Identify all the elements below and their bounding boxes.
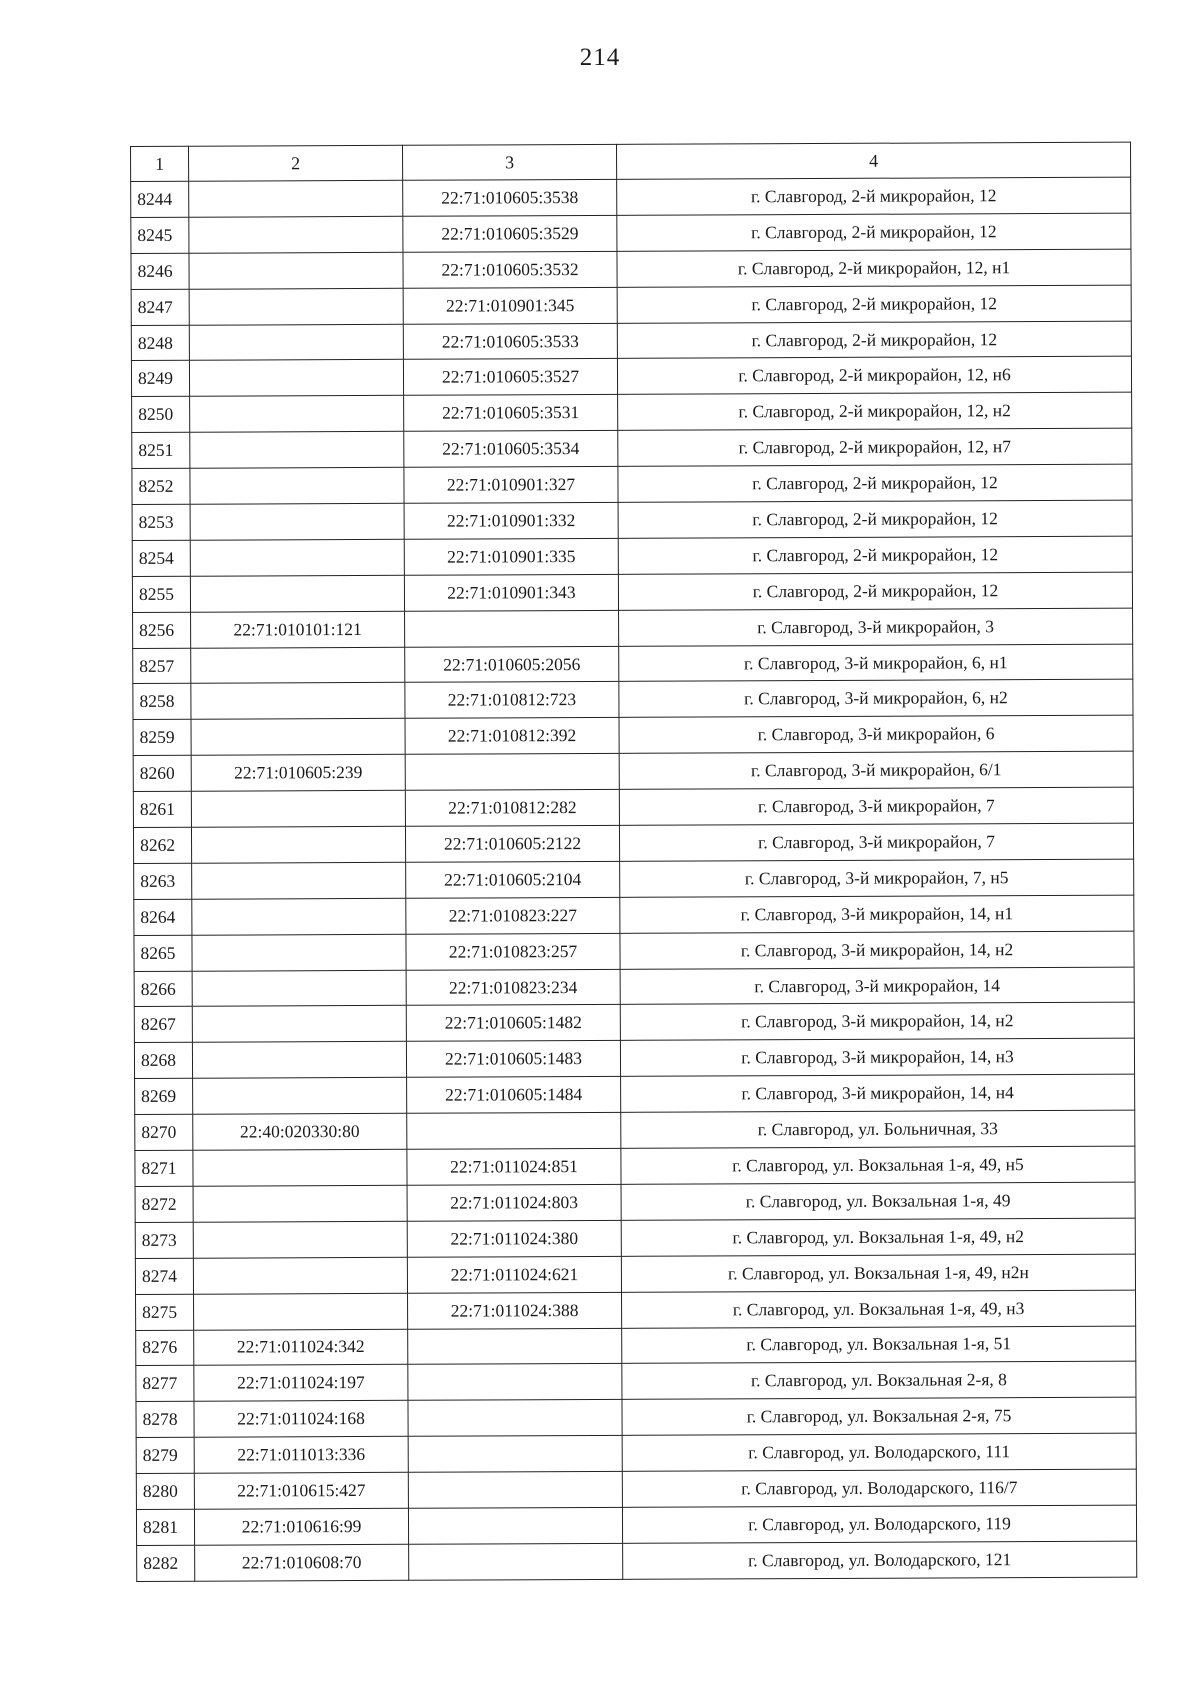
cadastral-number-col3-cell: 22:71:010823:227 bbox=[406, 897, 620, 934]
table-row bbox=[131, 249, 1131, 289]
row-number-cell: 8249 bbox=[131, 361, 189, 397]
cadastral-number-col2-cell bbox=[190, 396, 404, 433]
row-number-cell: 8260 bbox=[133, 755, 191, 791]
row-number-cell: 8250 bbox=[132, 397, 190, 433]
address-cell: г. Славгород, 3-й микрорайон, 3 bbox=[619, 608, 1133, 646]
cadastral-number-col3-cell: 22:71:010605:3529 bbox=[403, 215, 617, 252]
address-cell: г. Славгород, ул. Вокзальная 2-я, 8 bbox=[622, 1362, 1136, 1400]
cadastral-number-col3-cell: 22:71:010605:3532 bbox=[403, 251, 617, 288]
row-number-cell: 8276 bbox=[136, 1330, 194, 1366]
cadastral-number-col2-cell: 22:71:010605:239 bbox=[191, 755, 405, 792]
row-number-cell: 8245 bbox=[131, 217, 189, 253]
address-cell: г. Славгород, 3-й микрорайон, 14 bbox=[620, 967, 1134, 1005]
table-row bbox=[132, 392, 1132, 432]
row-number-cell: 8262 bbox=[133, 827, 191, 863]
row-number-cell: 8272 bbox=[135, 1186, 193, 1222]
cadastral-number-col3-cell: 22:71:010605:1482 bbox=[406, 1005, 620, 1042]
table-row bbox=[134, 1039, 1134, 1079]
table-row bbox=[135, 1110, 1135, 1150]
cadastral-number-col2-cell bbox=[190, 432, 404, 469]
cadastral-number-col2-cell: 22:71:010101:121 bbox=[191, 611, 405, 648]
cadastral-number-col3-cell: 22:71:011024:851 bbox=[407, 1148, 621, 1185]
cadastral-number-col2-cell bbox=[189, 360, 403, 397]
row-number-cell: 8267 bbox=[134, 1007, 192, 1043]
page-number: 214 bbox=[579, 44, 621, 71]
address-cell: г. Славгород, 3-й микрорайон, 6, н1 bbox=[619, 644, 1133, 682]
cadastral-number-col2-cell bbox=[191, 719, 405, 756]
table-row bbox=[136, 1362, 1136, 1402]
address-cell: г. Славгород, ул. Вокзальная 1-я, 49 bbox=[621, 1182, 1135, 1220]
row-number-cell: 8278 bbox=[136, 1402, 194, 1438]
cadastral-number-col3-cell: 22:71:010605:3533 bbox=[403, 323, 617, 360]
cadastral-number-col2-cell bbox=[193, 1149, 407, 1186]
cadastral-number-col3-cell: 22:71:010605:1484 bbox=[407, 1077, 621, 1114]
cadastral-number-col2-cell bbox=[193, 1078, 407, 1115]
table-row bbox=[133, 608, 1133, 648]
cadastral-number-col3-cell: 22:71:010901:327 bbox=[404, 466, 618, 503]
column-header-3: 3 bbox=[402, 144, 616, 180]
table-row bbox=[135, 1146, 1135, 1186]
table-row bbox=[135, 1254, 1135, 1294]
cadastral-number-col3-cell: 22:71:010812:723 bbox=[405, 682, 619, 719]
table-row bbox=[131, 177, 1131, 217]
row-number-cell: 8247 bbox=[131, 289, 189, 325]
table-row bbox=[134, 859, 1134, 899]
address-cell: г. Славгород, 2-й микрорайон, 12 bbox=[617, 285, 1131, 323]
cadastral-number-col3-cell: 22:71:011024:388 bbox=[408, 1292, 622, 1329]
table-row bbox=[136, 1469, 1136, 1509]
table-row bbox=[132, 536, 1132, 576]
row-number-cell: 8248 bbox=[131, 325, 189, 361]
address-cell: г. Славгород, 3-й микрорайон, 7 bbox=[619, 787, 1133, 825]
cadastral-number-col2-cell bbox=[193, 1257, 407, 1294]
row-number-cell: 8252 bbox=[132, 468, 190, 504]
cadastral-number-col3-cell: 22:71:010812:282 bbox=[405, 790, 619, 827]
table-row bbox=[135, 1182, 1135, 1222]
document-table-container bbox=[130, 142, 1136, 1582]
address-cell: г. Славгород, 3-й микрорайон, 14, н3 bbox=[620, 1039, 1134, 1077]
table-row bbox=[136, 1326, 1136, 1366]
address-cell: г. Славгород, 2-й микрорайон, 12 bbox=[617, 213, 1131, 251]
address-cell: г. Славгород, ул. Володарского, 121 bbox=[623, 1541, 1137, 1579]
address-cell: г. Славгород, 2-й микрорайон, 12, н6 bbox=[617, 357, 1131, 395]
cadastral-number-col3-cell: 22:71:010605:3527 bbox=[403, 359, 617, 396]
row-number-cell: 8270 bbox=[135, 1114, 193, 1150]
table-row bbox=[134, 1003, 1134, 1043]
table-row bbox=[131, 321, 1131, 361]
address-cell: г. Славгород, ул. Вокзальная 1-я, 49, н2н bbox=[621, 1254, 1135, 1292]
address-cell: г. Славгород, 3-й микрорайон, 6, н2 bbox=[619, 680, 1133, 718]
row-number-cell: 8280 bbox=[136, 1473, 194, 1509]
table-row bbox=[136, 1433, 1136, 1473]
address-cell: г. Славгород, ул. Вокзальная 1-я, 49, н5 bbox=[621, 1146, 1135, 1184]
row-number-cell: 8261 bbox=[133, 791, 191, 827]
cadastral-number-col3-cell: 22:71:010901:332 bbox=[404, 502, 618, 539]
cadastral-number-col3-cell: 22:71:011024:380 bbox=[407, 1220, 621, 1257]
cadastral-number-col2-cell bbox=[193, 1221, 407, 1258]
address-cell: г. Славгород, 2-й микрорайон, 12 bbox=[618, 500, 1132, 538]
cadastral-number-col2-cell bbox=[192, 970, 406, 1007]
table-row bbox=[131, 213, 1131, 253]
cadastral-number-col3-cell bbox=[408, 1364, 622, 1401]
row-number-cell: 8251 bbox=[132, 432, 190, 468]
address-cell: г. Славгород, 2-й микрорайон, 12, н1 bbox=[617, 249, 1131, 287]
cadastral-number-col2-cell bbox=[194, 1293, 408, 1330]
cadastral-number-col3-cell bbox=[407, 1113, 621, 1150]
table-row bbox=[134, 895, 1134, 935]
cadastral-number-col3-cell: 22:71:010605:3534 bbox=[404, 431, 618, 468]
row-number-cell: 8253 bbox=[132, 504, 190, 540]
cadastral-number-col2-cell bbox=[191, 647, 405, 684]
table-row bbox=[135, 1218, 1135, 1258]
address-cell: г. Славгород, 2-й микрорайон, 12 bbox=[618, 536, 1132, 574]
cadastral-number-col2-cell bbox=[192, 898, 406, 935]
row-number-cell: 8254 bbox=[132, 540, 190, 576]
cadastral-number-col3-cell bbox=[408, 1436, 622, 1473]
cadastral-number-col2-cell bbox=[189, 252, 403, 289]
table-row bbox=[133, 787, 1133, 827]
table-row bbox=[136, 1290, 1136, 1330]
column-header-2: 2 bbox=[189, 145, 403, 181]
cadastral-number-col3-cell: 22:71:010605:2104 bbox=[406, 861, 620, 898]
row-number-cell: 8259 bbox=[133, 720, 191, 756]
address-cell: г. Славгород, 2-й микрорайон, 12 bbox=[618, 464, 1132, 502]
address-cell: г. Славгород, 3-й микрорайон, 14, н2 bbox=[620, 931, 1134, 969]
table-row bbox=[133, 751, 1133, 791]
cadastral-number-col3-cell: 22:71:010605:2122 bbox=[405, 825, 619, 862]
cadastral-number-col2-cell bbox=[190, 503, 404, 540]
cadastral-number-col2-cell: 22:71:010616:99 bbox=[194, 1508, 408, 1545]
table-row bbox=[132, 500, 1132, 540]
row-number-cell: 8281 bbox=[136, 1509, 194, 1545]
address-cell: г. Славгород, 2-й микрорайон, 12 bbox=[617, 321, 1131, 359]
cadastral-number-col3-cell: 22:71:011024:621 bbox=[407, 1256, 621, 1293]
address-cell: г. Славгород, 3-й микрорайон, 7 bbox=[619, 823, 1133, 861]
cadastral-number-col2-cell: 22:40:020330:80 bbox=[193, 1113, 407, 1150]
row-number-cell: 8263 bbox=[134, 863, 192, 899]
address-cell: г. Славгород, ул. Володарского, 111 bbox=[622, 1433, 1136, 1471]
address-cell: г. Славгород, 2-й микрорайон, 12 bbox=[617, 177, 1131, 215]
row-number-cell: 8265 bbox=[134, 935, 192, 971]
cadastral-number-col3-cell: 22:71:010605:2056 bbox=[405, 646, 619, 683]
address-cell: г. Славгород, 3-й микрорайон, 14, н1 bbox=[620, 895, 1134, 933]
address-cell: г. Славгород, 3-й микрорайон, 6/1 bbox=[619, 751, 1133, 789]
document-table bbox=[130, 142, 1137, 1582]
row-number-cell: 8279 bbox=[136, 1437, 194, 1473]
row-number-cell: 8277 bbox=[136, 1366, 194, 1402]
cadastral-number-col3-cell: 22:71:010901:343 bbox=[404, 574, 618, 611]
table-row bbox=[132, 572, 1132, 612]
cadastral-number-col3-cell bbox=[409, 1543, 623, 1580]
cadastral-number-col3-cell: 22:71:010605:1483 bbox=[406, 1041, 620, 1078]
table-header bbox=[131, 142, 1131, 181]
address-cell: г. Славгород, ул. Вокзальная 1-я, 49, н2 bbox=[621, 1218, 1135, 1256]
column-header-4: 4 bbox=[616, 142, 1130, 179]
cadastral-number-col2-cell: 22:71:010608:70 bbox=[195, 1544, 409, 1581]
row-number-cell: 8257 bbox=[133, 648, 191, 684]
row-number-cell: 8266 bbox=[134, 971, 192, 1007]
cadastral-number-col3-cell bbox=[408, 1507, 622, 1544]
table-row bbox=[134, 931, 1134, 971]
row-number-cell: 8256 bbox=[133, 612, 191, 648]
address-cell: г. Славгород, 2-й микрорайон, 12, н2 bbox=[618, 392, 1132, 430]
table-row bbox=[133, 680, 1133, 720]
table-row bbox=[136, 1397, 1136, 1437]
table-row bbox=[133, 644, 1133, 684]
cadastral-number-col3-cell bbox=[408, 1400, 622, 1437]
header-row bbox=[131, 142, 1131, 181]
row-number-cell: 8255 bbox=[132, 576, 190, 612]
cadastral-number-col3-cell: 22:71:011024:803 bbox=[407, 1184, 621, 1221]
cadastral-number-col2-cell bbox=[192, 934, 406, 971]
table-row bbox=[132, 428, 1132, 468]
address-cell: г. Славгород, ул. Володарского, 119 bbox=[622, 1505, 1136, 1543]
cadastral-number-col3-cell bbox=[408, 1328, 622, 1365]
cadastral-number-col2-cell bbox=[190, 575, 404, 612]
address-cell: г. Славгород, ул. Вокзальная 1-я, 49, н3 bbox=[622, 1290, 1136, 1328]
cadastral-number-col3-cell: 22:71:010901:345 bbox=[403, 287, 617, 324]
cadastral-number-col2-cell bbox=[192, 1006, 406, 1043]
row-number-cell: 8246 bbox=[131, 253, 189, 289]
cadastral-number-col2-cell bbox=[189, 324, 403, 361]
cadastral-number-col2-cell: 22:71:011024:168 bbox=[194, 1401, 408, 1438]
cadastral-number-col2-cell bbox=[191, 826, 405, 863]
address-cell: г. Славгород, ул. Вокзальная 1-я, 51 bbox=[622, 1326, 1136, 1364]
address-cell: г. Славгород, 3-й микрорайон, 14, н4 bbox=[621, 1074, 1135, 1112]
cadastral-number-col3-cell bbox=[405, 754, 619, 791]
cadastral-number-col2-cell: 22:71:011024:342 bbox=[194, 1329, 408, 1366]
row-number-cell: 8273 bbox=[135, 1222, 193, 1258]
table-row bbox=[133, 715, 1133, 755]
table-body bbox=[131, 177, 1137, 1581]
row-number-cell: 8258 bbox=[133, 684, 191, 720]
cadastral-number-col2-cell bbox=[189, 216, 403, 253]
cadastral-number-col2-cell bbox=[189, 288, 403, 325]
table-row bbox=[134, 967, 1134, 1007]
table-row bbox=[135, 1074, 1135, 1114]
cadastral-number-col2-cell bbox=[193, 1185, 407, 1222]
cadastral-number-col3-cell bbox=[405, 610, 619, 647]
table-row bbox=[136, 1505, 1136, 1545]
row-number-cell: 8244 bbox=[131, 181, 189, 217]
cadastral-number-col2-cell bbox=[192, 862, 406, 899]
row-number-cell: 8275 bbox=[136, 1294, 194, 1330]
cadastral-number-col2-cell bbox=[190, 467, 404, 504]
cadastral-number-col3-cell: 22:71:010605:3538 bbox=[403, 179, 617, 216]
address-cell: г. Славгород, 2-й микрорайон, 12, н7 bbox=[618, 428, 1132, 466]
table-row bbox=[137, 1541, 1137, 1581]
row-number-cell: 8271 bbox=[135, 1150, 193, 1186]
cadastral-number-col2-cell: 22:71:010615:427 bbox=[194, 1472, 408, 1509]
cadastral-number-col3-cell: 22:71:010823:234 bbox=[406, 969, 620, 1006]
cadastral-number-col2-cell bbox=[190, 539, 404, 576]
table-row bbox=[131, 285, 1131, 325]
address-cell: г. Славгород, 3-й микрорайон, 14, н2 bbox=[620, 1003, 1134, 1041]
cadastral-number-col2-cell bbox=[189, 180, 403, 217]
table-row bbox=[133, 823, 1133, 863]
cadastral-number-col3-cell: 22:71:010605:3531 bbox=[404, 395, 618, 432]
cadastral-number-col2-cell bbox=[191, 683, 405, 720]
cadastral-number-col3-cell: 22:71:010901:335 bbox=[404, 538, 618, 575]
row-number-cell: 8282 bbox=[137, 1545, 195, 1581]
cadastral-number-col2-cell: 22:71:011024:197 bbox=[194, 1365, 408, 1402]
cadastral-number-col3-cell bbox=[408, 1471, 622, 1508]
table-row bbox=[131, 357, 1131, 397]
row-number-cell: 8264 bbox=[134, 899, 192, 935]
address-cell: г. Славгород, ул. Володарского, 116/7 bbox=[622, 1469, 1136, 1507]
address-cell: г. Славгород, 3-й микрорайон, 6 bbox=[619, 715, 1133, 753]
column-header-1: 1 bbox=[131, 146, 189, 181]
cadastral-number-col2-cell bbox=[192, 1042, 406, 1079]
row-number-cell: 8274 bbox=[135, 1258, 193, 1294]
table-row bbox=[132, 464, 1132, 504]
address-cell: г. Славгород, ул. Больничная, 33 bbox=[621, 1110, 1135, 1148]
address-cell: г. Славгород, 3-й микрорайон, 7, н5 bbox=[620, 859, 1134, 897]
cadastral-number-col3-cell: 22:71:010812:392 bbox=[405, 718, 619, 755]
cadastral-number-col2-cell: 22:71:011013:336 bbox=[194, 1436, 408, 1473]
address-cell: г. Славгород, 2-й микрорайон, 12 bbox=[618, 572, 1132, 610]
cadastral-number-col2-cell bbox=[191, 790, 405, 827]
address-cell: г. Славгород, ул. Вокзальная 2-я, 75 bbox=[622, 1397, 1136, 1435]
cadastral-number-col3-cell: 22:71:010823:257 bbox=[406, 933, 620, 970]
row-number-cell: 8268 bbox=[134, 1043, 192, 1079]
row-number-cell: 8269 bbox=[135, 1079, 193, 1115]
